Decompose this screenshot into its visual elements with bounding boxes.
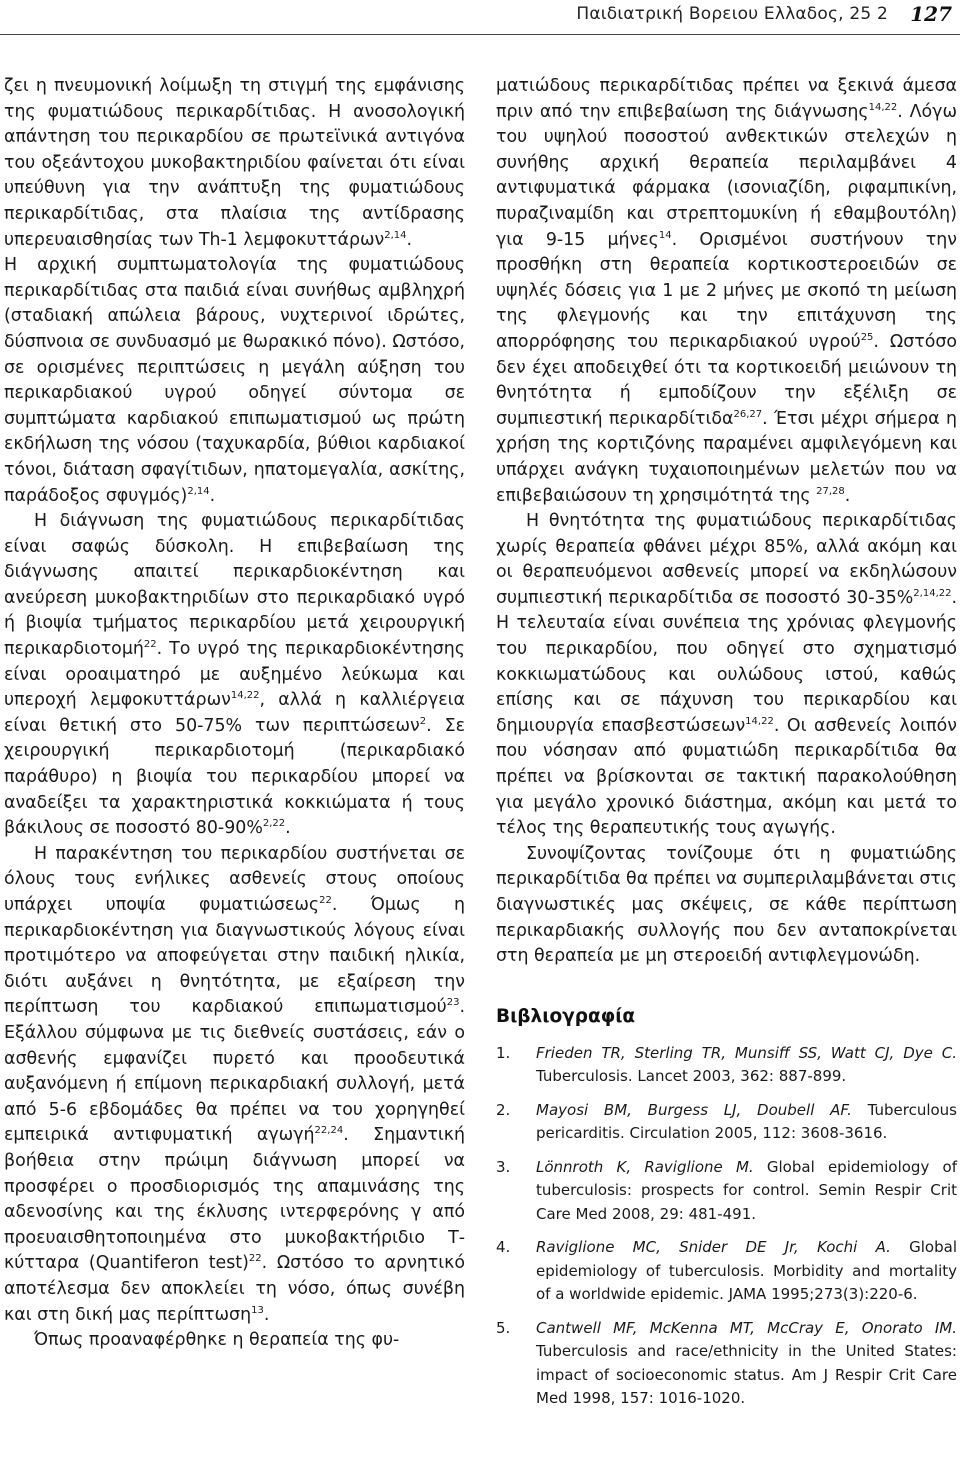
body-paragraph bbox=[496, 74, 957, 509]
right-column-body bbox=[496, 74, 957, 970]
reference-item bbox=[496, 1317, 957, 1411]
reference-citation: Tuberculous pericarditis. Circulation 2005, 112: 3608-3616. bbox=[536, 1100, 957, 1143]
reference-authors: Cantwell MF, McKenna MT, McCray E, Onorato IM. bbox=[536, 1318, 957, 1337]
reference-item bbox=[496, 1156, 957, 1227]
citation-superscript: 2,22 bbox=[262, 818, 286, 830]
citation-superscript: 25 bbox=[860, 332, 874, 344]
reference-authors: Lönnroth K, Raviglione M. bbox=[536, 1157, 754, 1176]
citation-superscript: 14,22 bbox=[868, 101, 898, 113]
reference-citation: Tuberculosis and race/ethnicity in the United States: impact of socioeconomic status. Am J Respir Crit Care Med 1998, 157: 1016-1020. bbox=[536, 1342, 957, 1408]
citation-superscript: 14 bbox=[658, 229, 672, 241]
citation-superscript: 22 bbox=[248, 1253, 262, 1265]
body-paragraph bbox=[4, 509, 465, 842]
body-paragraph bbox=[4, 842, 465, 1328]
page-number: 127 bbox=[910, 2, 952, 26]
text-run: Όπως προαναφέρθηκε η θεραπεία της φυ- bbox=[34, 1330, 400, 1351]
text-run: . Έτσι μέχρι σήμερα η χρήση της κορτιζόνης παραμένει αμφιλεγόμενη και υπάρχει ανάγκη τυχαιοποιημένων μελετών που να επιβεβαιώσουν τη χρησιμότητά της bbox=[496, 408, 957, 506]
citation-superscript: 13 bbox=[251, 1304, 264, 1316]
citation-superscript: 14,22 bbox=[745, 716, 774, 728]
body-paragraph bbox=[4, 1328, 465, 1354]
body-paragraph bbox=[4, 253, 465, 509]
reference-number: 3. bbox=[496, 1157, 511, 1176]
text-run: , αλλά η καλλιέργεια είναι θετική στο 50-75% των περιπτώσεων bbox=[4, 690, 465, 736]
reference-number: 5. bbox=[496, 1318, 511, 1337]
text-run: Η θνητότητα της φυματιώδους περικαρδίτιδας χωρίς θεραπεία φθάνει μέχρι 85%, αλλά ακόμη και οι θεραπευόμενοι ασθενείς μπορεί να εκδηλώσουν συμπιεστική περικαρδίτιδα σε ποσοστό 30-35% bbox=[496, 511, 957, 608]
reference-list bbox=[496, 1042, 957, 1411]
text-run: ματιώδους περικαρδίτιδας πρέπει να ξεκινά άμεσα πριν από την επιβεβαίωση της διάγνωσης bbox=[496, 76, 957, 122]
reference-authors: Raviglione MC, Snider DE Jr, Kochi A. bbox=[536, 1238, 891, 1257]
text-run: . Εξάλλου σύμφωνα με τις διεθνείς συστάσεις, εάν ο ασθενής εμφανίζει πυρετό και προοδευτικά αυξανόμενη ή επίμονη περικαρδιακή συλλογή, μετά από 5-6 εβδομάδες θα πρέπει να του χορηγηθεί εμπειρικά αντιφυματική αγωγή bbox=[4, 997, 465, 1146]
text-run: . Οι ασθενείς λοιπόν που νόσησαν από φυματιώδη περικαρδίτιδα θα πρέπει να βρίσκονται σε τακτική παρακολούθηση για μεγάλο χρονικό διάστημα, ακόμη και μετά το τέλος της θεραπευτικής τους αγωγής. bbox=[496, 715, 957, 839]
text-run: . Σε χειρουργική περικαρδιοτομή (περικαρδιακό παράθυρο) η βιοψία του περικαρδίου μπορεί να αναδείξει τα χαρακτηριστικά κοκκιώματα ή τους βάκιλους σε ποσοστό 80-90% bbox=[4, 715, 465, 839]
reference-number: 1. bbox=[496, 1043, 511, 1062]
page-header bbox=[0, 0, 960, 34]
text-run: . Το υγρό της περικαρδιοκέντησης είναι οροαιματηρό με αυξημένο λεύκωμα και υπεροχή λεμφοκυττάρων bbox=[4, 639, 465, 711]
reference-authors: Mayosi BM, Burgess LJ, Doubell AF. bbox=[536, 1100, 852, 1119]
reference-citation: Tuberculosis. Lancet 2003, 362: 887-899. bbox=[536, 1067, 847, 1086]
reference-citation: Global epidemiology of tuberculosis. Morbidity and mortality of a worldwide epidemic. JAMA 1995;273(3):220-6. bbox=[536, 1238, 957, 1304]
citation-superscript: 22 bbox=[143, 639, 157, 651]
text-run: . Ορισμένοι συστήνουν την προσθήκη στη θεραπεία κορτικοστεροειδών σε υψηλές δόσεις για 1 με 2 μήνες με σκοπό τη μείωση της φλεγμονής και την επιτάχυνση της απορρόφησης του περικαρδιακού υγρού bbox=[496, 229, 958, 352]
text-run: . bbox=[263, 1304, 270, 1325]
body-paragraph bbox=[496, 509, 957, 842]
reference-number: 4. bbox=[496, 1238, 511, 1257]
text-run: Η διάγνωση της φυματιώδους περικαρδίτιδας είναι σαφώς δύσκολη. Η επιβεβαίωση της διάγνωσης απαιτεί περικαρδιοκέντηση και ανεύρεση μυκοβακτηριδίων στο περικαρδιακό υγρό ή βιοψία τμήματος περικαρδίου μετά χειρουργική περικαρδιοτομή bbox=[4, 511, 465, 660]
reference-item bbox=[496, 1042, 957, 1089]
reference-number: 2. bbox=[496, 1100, 511, 1119]
text-run: . bbox=[285, 818, 291, 839]
reference-item bbox=[496, 1099, 957, 1146]
citation-superscript: 2 bbox=[419, 716, 427, 728]
citation-superscript: 27,28 bbox=[816, 485, 845, 497]
body-paragraph bbox=[4, 74, 465, 253]
right-column bbox=[496, 74, 957, 1421]
text-run: . Λόγω του υψηλού ποσοστού ανθεκτικών στελεχών η συνήθης αρχική θεραπεία περιλαμβάνει 4 αντιφυματικά φάρμακα (ισονιαζίδη, ριφαμπικίνη, πυραζιναμίδη και στρεπτομυκίνη ή εθαμβουτόλη) για 9-15 μήνες bbox=[496, 101, 958, 250]
body-paragraph bbox=[496, 842, 957, 970]
text-run: . bbox=[406, 229, 413, 250]
citation-superscript: 2,14 bbox=[384, 229, 407, 241]
text-run: . Ωστόσο δεν έχει αποδειχθεί ότι τα κορτικοειδή μειώνουν τη θνητότητα ή εμποδίζουν την εξέλιξη σε συμπιεστική περικαρδίτιδα bbox=[496, 331, 957, 429]
text-run: . Η τελευταία είναι συνέπεια της χρόνιας φλεγμονής του περικαρδίου, που οδηγεί στο σχηματισμό κοκκιωματώδους και ουλώδους ιστού, καθώς επίσης και σε πάχυνση του περικαρδίου και δημιουργία επασβεστώσεων bbox=[496, 587, 957, 736]
left-column bbox=[4, 74, 465, 1354]
citation-superscript: 22,24 bbox=[314, 1125, 344, 1137]
citation-superscript: 2,14 bbox=[187, 485, 210, 497]
text-run: . Ωστόσο το αρνητικό αποτέλεσμα δεν αποκλείει τη νόσο, όπως συνέβη και στη δική μας περίπτωση bbox=[4, 1253, 465, 1325]
text-run: . bbox=[209, 485, 216, 506]
reference-citation: Global epidemiology of tuberculosis: prospects for control. Semin Respir Crit Care Med 2008, 29: 481-491. bbox=[536, 1157, 957, 1223]
references-title: Βιβλιογραφία bbox=[496, 1005, 636, 1027]
citation-superscript: 2,14,22 bbox=[913, 588, 952, 600]
citation-superscript: 23 bbox=[446, 997, 460, 1009]
header-rule bbox=[0, 34, 960, 35]
text-run: . bbox=[844, 485, 851, 506]
text-run: Συνοψίζοντας τονίζουμε ότι η φυματιώδης περικαρδίτιδα θα πρέπει να συμπεριλαμβάνεται στις διαγνωστικές μας σκέψεις, σε κάθε περίπτωση περικαρδιακής συλλογής που δεν ανταποκρίνεται στη θεραπεία με μη στεροειδή αντιφλεγμονώδη. bbox=[496, 843, 957, 967]
citation-superscript: 22 bbox=[319, 895, 332, 907]
citation-superscript: 14,22 bbox=[230, 690, 260, 702]
citation-superscript: 26,27 bbox=[733, 408, 763, 420]
reference-item bbox=[496, 1236, 957, 1307]
running-head: Παιδιατρική Βορειου Ελλαδος, 25 2 bbox=[576, 4, 888, 24]
text-run: Η παρακέντηση του περικαρδίου συστήνεται σε όλους τους ενήλικες ασθενείς στους οποίους υπάρχει υποψία φυματιώσεως bbox=[4, 843, 465, 915]
text-run: ζει η πνευμονική λοίμωξη τη στιγμή της εμφάνισης της φυματιώδους περικαρδίτιδας. Η ανοσολογική απάντηση του περικαρδίου σε πρωτεϊνικά αντιγόνα του οξεάντοχου μυκοβακτηριδίου φαίνεται ότι είναι υπεύθυνη για την ανάπτυξη της φυματιώδους περικαρδίτιδας, στα πλαίσια της αντίδρασης υπερευαισθησίας των Th-1 λεμφοκυττάρων bbox=[4, 76, 465, 250]
text-run: . Σημαντική βοήθεια στην πρώιμη διάγνωση μπορεί να προσφέρει ο προσδιορισμός της απαμινάσης της αδενοσίνης και της έκλυσης ιντερφερόνης γ από προευαισθητοποιημένα στο μυκοβακτήριδιο Τ-κύτταρα (Quantiferon test) bbox=[4, 1125, 466, 1274]
text-run: . Όμως η περικαρδιοκέντηση για διαγνωστικούς λόγους είναι προτιμότερο να αποφεύγεται στην παιδική ηλικία, διότι αυξάνει η θνητότητα, με εξαίρεση την περίπτωση του καρδιακού επιπωματισμού bbox=[4, 895, 465, 1018]
text-run: Η αρχική συμπτωματολογία της φυματιώδους περικαρδίτιδας στα παιδιά είναι συνήθως αμβληχρή (σταδιακή απώλεια βάρους, νυχτερινοί ιδρώτες, δύσπνοια σε συνδυασμό με θωρακικό πόνο). Ωστόσο, σε ορισμένες περιπτώσεις η μεγάλη αύξηση του περικαρδιακού υγρού οδηγεί σύντομα σε συμπτώματα καρδιακού επιπωματισμού ως πρώτη εκδήλωση της νόσου (ταχυκαρδία, βύθιοι καρδιακοί τόνοι, διάταση σφαγίτιδων, ηπατομεγαλία, ασκίτης, παράδοξος σφυγμός) bbox=[4, 255, 465, 506]
reference-authors: Frieden TR, Sterling TR, Munsiff SS, Watt CJ, Dye C. bbox=[536, 1043, 957, 1062]
